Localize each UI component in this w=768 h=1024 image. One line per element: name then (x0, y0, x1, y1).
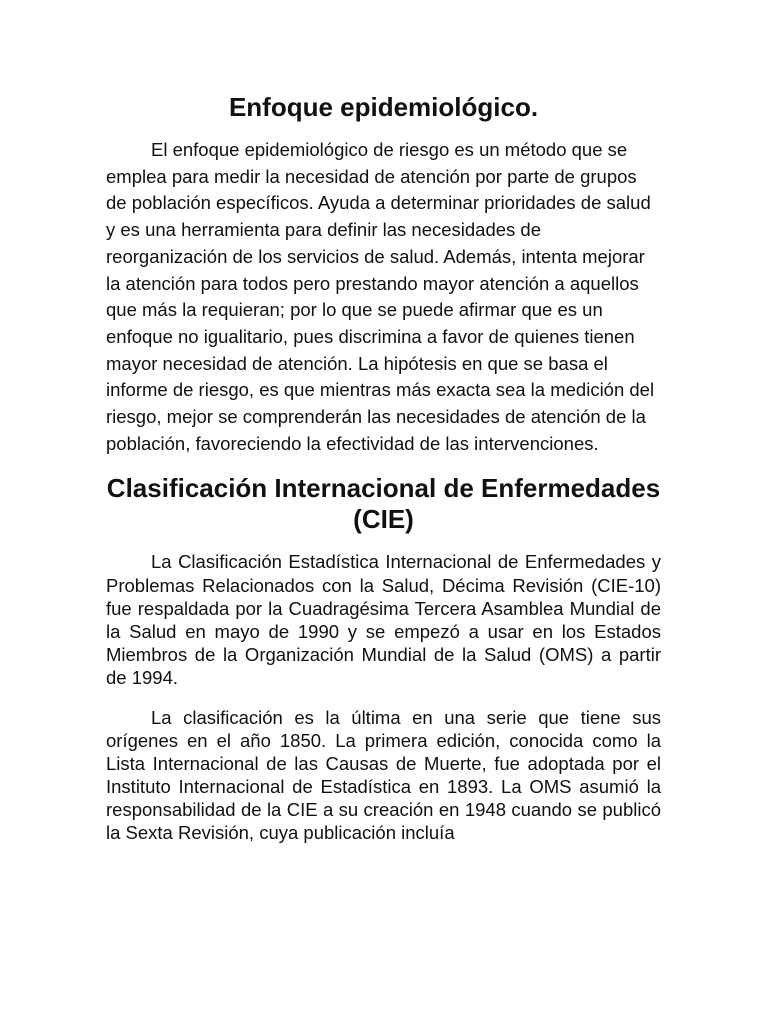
section-title-cie: Clasificación Internacional de Enfermedades (CIE) (106, 473, 661, 535)
paragraph-cie-history: La clasificación es la última en una serie que tiene sus orígenes en el año 1850. La primera edición, conocida como la Lista Internacional de las Causas de Muerte, fue adoptada por el Instituto Internacional de Estadística en 1893. La OMS asumió la responsabilidad de la CIE a su creación en 1948 cuando se publicó la Sexta Revisión, cuya publicación incluía (106, 707, 661, 844)
section-title-epidemiological-approach: Enfoque epidemiológico. (228, 92, 539, 122)
paragraph-cie-intro: La Clasificación Estadística Internacional de Enfermedades y Problemas Relacionados con la Salud, Décima Revisión (CIE-10) fue respaldada por la Cuadragésima Tercera Asamblea Mundial de la Salud en mayo de 1990 y se empezó a usar en los Estados Miembros de la Organización Mundial de la Salud (OMS) a partir de 1994. (106, 551, 661, 688)
document-content (106, 90, 661, 845)
paragraph-epidemiological-approach: El enfoque epidemiológico de riesgo es un método que se emplea para medir la necesidad de atención por parte de grupos de población específicos. Ayuda a determinar prioridades de salud y es una herramienta para definir las necesidades de reorganización de los servicios de salud. Además, intenta mejorar la atención para todos pero prestando mayor atención a aquellos que más la requieran; por lo que se puede afirmar que es un enfoque no igualitario, pues discrimina a favor de quienes tienen mayor necesidad de atención. La hipótesis en que se basa el informe de riesgo, es que mientras más exacta sea la medición del riesgo, mejor se comprenderán las necesidades de atención de la población, favoreciendo la efectividad de las intervenciones. (106, 139, 655, 454)
